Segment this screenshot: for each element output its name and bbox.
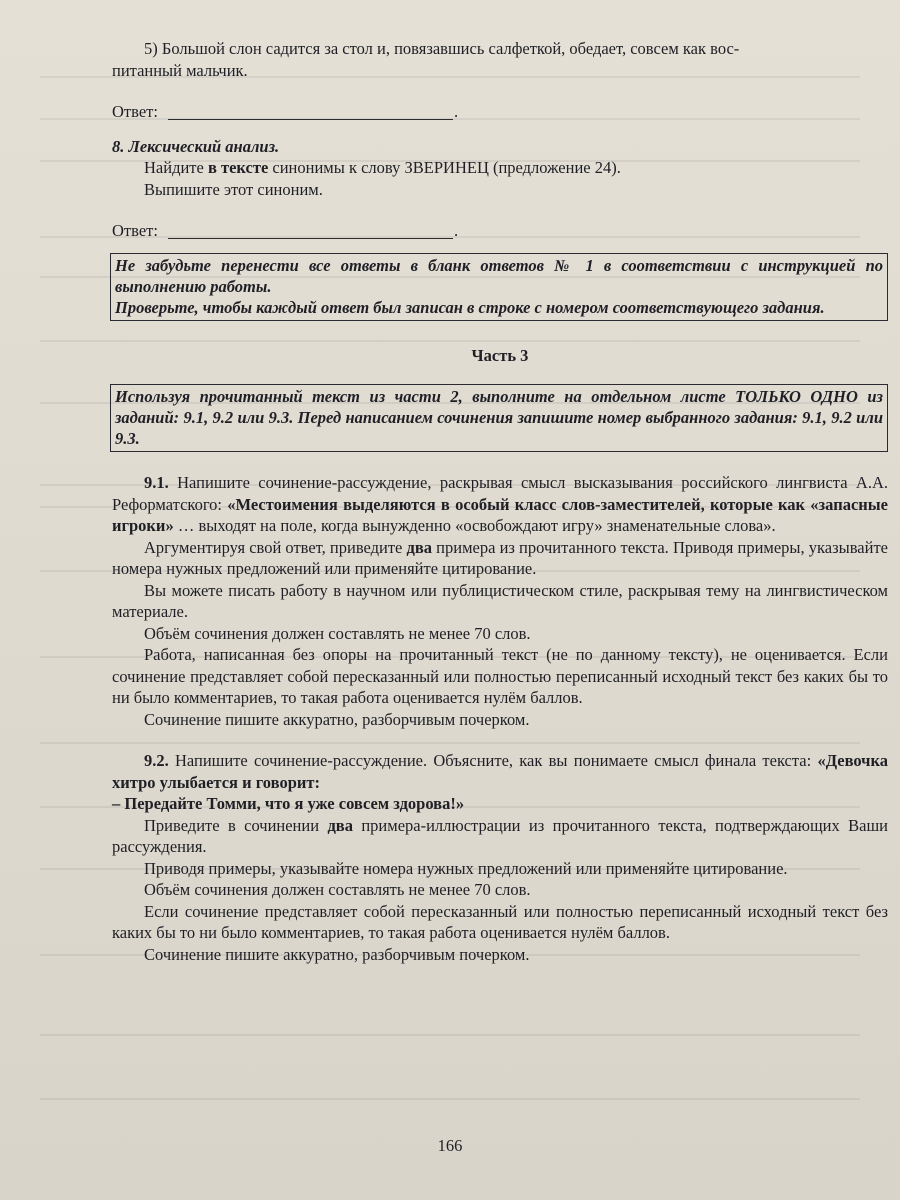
- task-8-instruction: Найдите в тексте синонимы к слову ЗВЕРИНЕЦ (предложение 24).: [144, 158, 621, 177]
- task-9-2-quote: – Передайте Томми, что я уже совсем здорова!»: [112, 794, 465, 813]
- task-9-2-handwriting: Сочинение пишите аккуратно, разборчивым почерком.: [144, 944, 530, 964]
- part-3-instruction: Используя прочитанный текст из части 2, выполните на отдельном листе ТОЛЬКО ОДНО из заданий: 9.1, 9.2 или 9.3. Перед написанием сочинения запишите номер выбранного задания: 9.1, 9.2 или 9.3.: [115, 387, 883, 448]
- item-5-line: 5) Большой слон садится за стол и, повязавшись салфеткой, обедает, совсем как вос-: [144, 39, 740, 58]
- part-3-instruction-box: [110, 384, 888, 452]
- answer-field[interactable]: [168, 103, 453, 120]
- reminder-text-2: Проверьте, чтобы каждый ответ был записан в строке с номером соответствующего задания.: [115, 297, 825, 317]
- item-5-line-2: питанный мальчик.: [112, 60, 248, 80]
- answer-line-8: [112, 220, 888, 242]
- reminder-box: [110, 253, 888, 321]
- answer-field[interactable]: [168, 222, 453, 239]
- task-9-2-arguments: Приведите в сочинении два примера-иллюстрации из прочитанного текста, подтверждающих Ваши рассуждения.: [112, 815, 888, 856]
- page-number: 166: [437, 1136, 463, 1155]
- task-9-1-arguments: Аргументируя свой ответ, приведите два примера из прочитанного текста. Приводя примеры, указывайте номера нужных предложений или применяйте цитирование.: [112, 537, 888, 578]
- answer-label: Ответ:: [112, 102, 158, 121]
- task-8-title: 8. Лексический анализ.: [112, 136, 280, 156]
- answer-line-7: [112, 101, 888, 123]
- task-9-1-grading: Работа, написанная без опоры на прочитанный текст (не по данному тексту), не оценивается. Если сочинение представляет собой пересказанный или полностью переписанный исходный текст без каких бы то ни было комментариев, то такая работа оценивается нулём баллов.: [112, 645, 888, 707]
- answer-end: .: [453, 221, 459, 240]
- task-9-1-handwriting: Сочинение пишите аккуратно, разборчивым почерком.: [144, 709, 530, 729]
- task-9-2-examples: Приводя примеры, указывайте номера нужных предложений или применяйте цитирование.: [144, 858, 788, 878]
- task-9-1-prompt: 9.1. Напишите сочинение-рассуждение, раскрывая смысл высказывания российского лингвиста А.А. Реформатского: «Местоимения выделяются в особый класс слов-заместителей, которые как «запасные игроки» … выходят на поле, когда вынужденно «освобождают игру» знаменательные слова».: [112, 473, 888, 535]
- task-9-2-length: Объём сочинения должен составлять не менее 70 слов.: [144, 880, 531, 899]
- task-9-2-grading: Если сочинение представляет собой пересказанный или полностью переписанный исходный текст без каких бы то ни было комментариев, то такая работа оценивается нулём баллов.: [112, 901, 888, 942]
- part-3-heading: Часть 3: [471, 345, 529, 365]
- task-9-1-length: Объём сочинения должен составлять не менее 70 слов.: [144, 623, 531, 643]
- task-8-instruction-2: Выпишите этот синоним.: [144, 179, 323, 199]
- task-9-1-style: Вы можете писать работу в научном или публицистическом стиле, раскрывая тему на лингвистическом материале.: [112, 580, 888, 621]
- answer-label: Ответ:: [112, 221, 158, 240]
- answer-end: .: [453, 102, 459, 121]
- reminder-text-1: Не забудьте перенести все ответы в бланк ответов № 1 в соответствии с инструкцией по выполнению работы.: [115, 255, 883, 296]
- task-9-2-prompt: 9.2. Напишите сочинение-рассуждение. Объясните, как вы понимаете смысл финала текста: «Девочка хитро улыбается и говорит:: [112, 751, 888, 792]
